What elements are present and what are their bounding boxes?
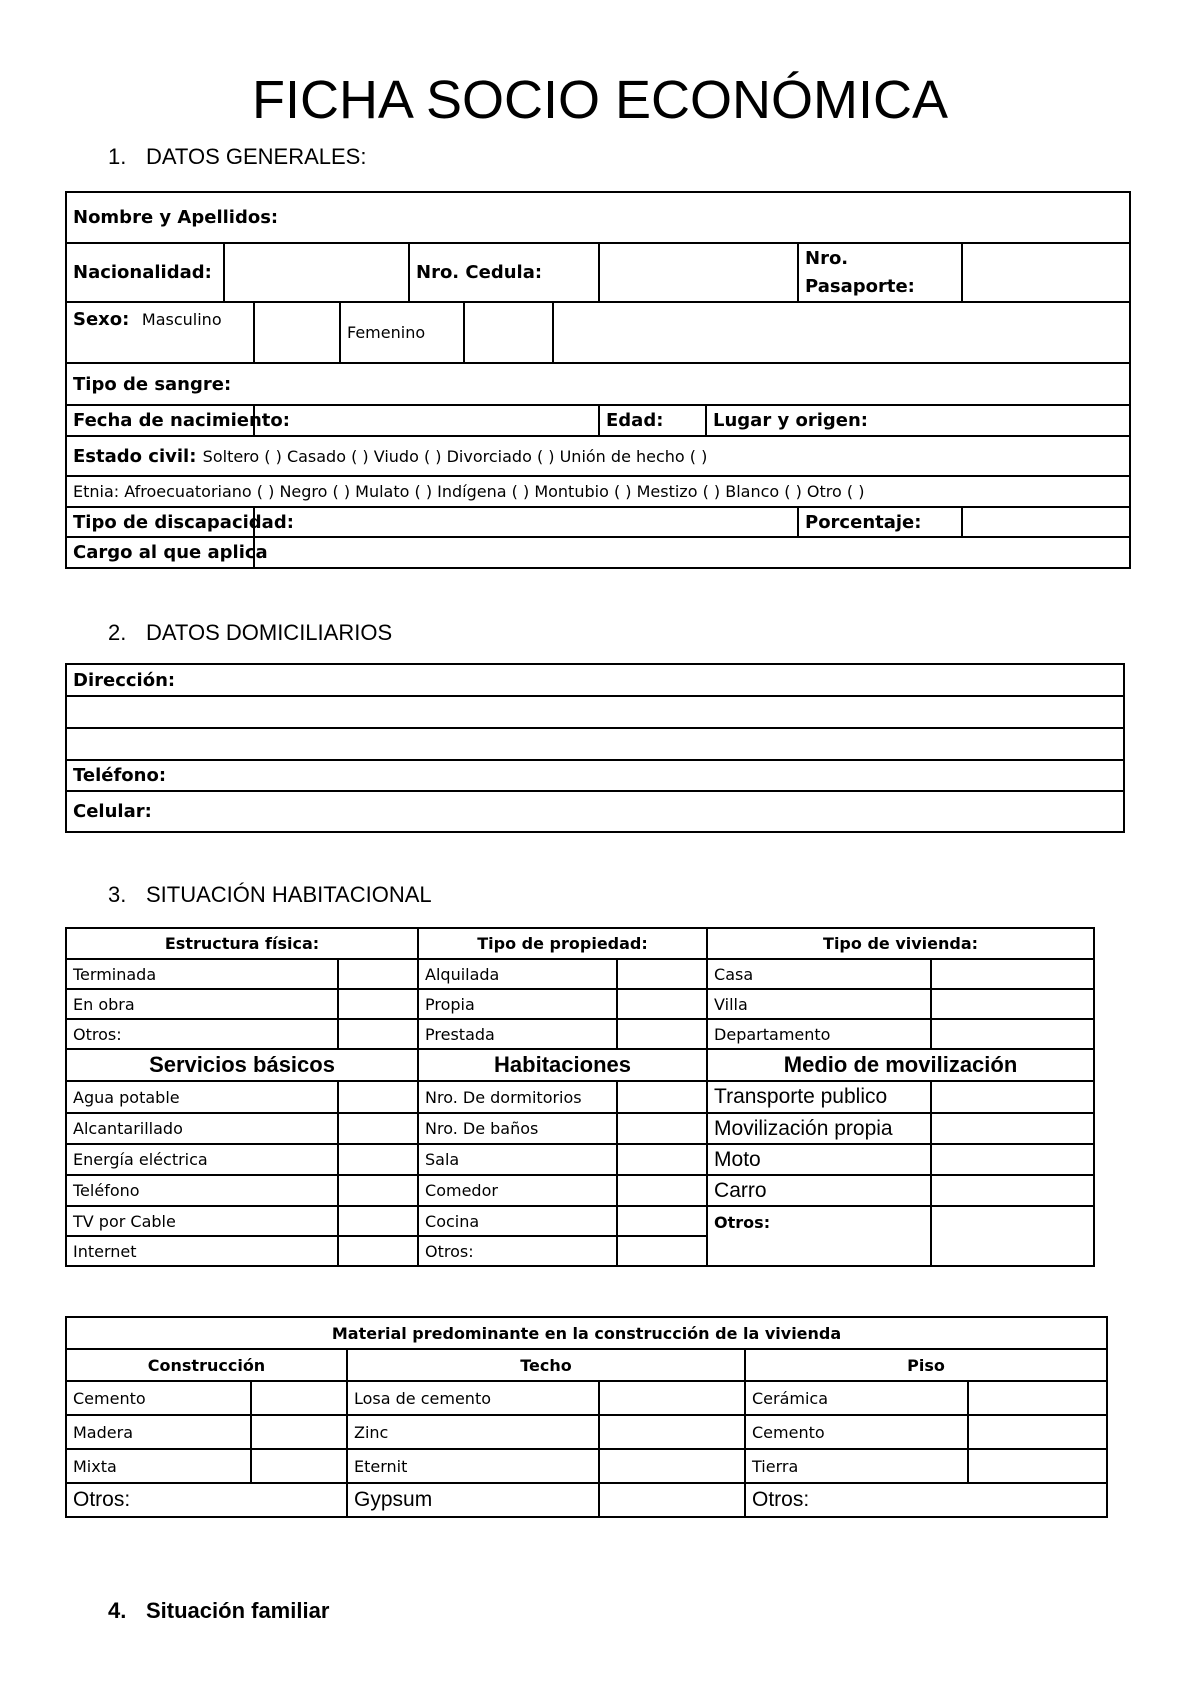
- estructura-checkbox[interactable]: [338, 959, 418, 989]
- piso-checkbox[interactable]: [968, 1415, 1107, 1449]
- sangre-label: Tipo de sangre:: [73, 373, 232, 395]
- etnia-options[interactable]: Afroecuatoriano ( ) Negro ( ) Mulato ( ) Indígena ( ) Montubio ( ) Mestizo ( ) Blanco ( ) Otro ( ): [124, 482, 865, 501]
- servicio-checkbox[interactable]: [338, 1236, 418, 1266]
- estructura-checkbox[interactable]: [338, 1019, 418, 1049]
- servicio-option: Agua potable: [66, 1081, 338, 1113]
- movilizacion-otros: Otros:: [707, 1206, 931, 1266]
- nacionalidad-input[interactable]: [224, 243, 409, 302]
- page-title: FICHA SOCIO ECONÓMICA: [251, 70, 949, 130]
- servicio-checkbox[interactable]: [338, 1206, 418, 1236]
- material-table: [65, 1316, 1108, 1518]
- construccion-checkbox[interactable]: [251, 1415, 347, 1449]
- header-construccion: Construcción: [66, 1349, 347, 1381]
- propiedad-option: Alquilada: [418, 959, 617, 989]
- habitacion-option: Nro. De baños: [418, 1113, 617, 1144]
- estructura-option: Terminada: [66, 959, 338, 989]
- movilizacion-option: Carro: [707, 1175, 931, 1206]
- movilizacion-option: Movilización propia: [707, 1113, 931, 1144]
- celular-field[interactable]: [66, 791, 1124, 832]
- section-heading-datos-generales: [108, 144, 366, 170]
- construccion-option: Madera: [66, 1415, 251, 1449]
- pasaporte-label: Nro. Pasaporte:: [798, 243, 962, 302]
- direccion-field[interactable]: [66, 664, 1124, 696]
- piso-option: Tierra: [745, 1449, 968, 1483]
- cedula-input[interactable]: [599, 243, 798, 302]
- section-label: Situación familiar: [146, 1598, 330, 1623]
- datos-domiciliarios-table: [65, 663, 1125, 833]
- section-number: 1.: [108, 144, 127, 169]
- servicio-checkbox[interactable]: [338, 1175, 418, 1206]
- section-label: SITUACIÓN HABITACIONAL: [146, 882, 432, 907]
- header-medio-movilizacion: Medio de movilización: [707, 1049, 1094, 1081]
- habitacion-input[interactable]: [617, 1236, 707, 1266]
- direccion-line-2[interactable]: [66, 696, 1124, 728]
- propiedad-option: Prestada: [418, 1019, 617, 1049]
- estado-civil-label: Estado civil:: [73, 445, 197, 467]
- nacionalidad-label: Nacionalidad:: [66, 243, 224, 302]
- porcentaje-label: Porcentaje:: [798, 507, 962, 537]
- estructura-option: En obra: [66, 989, 338, 1019]
- techo-option: Gypsum: [347, 1483, 599, 1517]
- techo-checkbox[interactable]: [599, 1449, 745, 1483]
- construccion-option: Mixta: [66, 1449, 251, 1483]
- vivienda-option: Casa: [707, 959, 931, 989]
- techo-option: Zinc: [347, 1415, 599, 1449]
- techo-checkbox[interactable]: [599, 1415, 745, 1449]
- techo-option: Losa de cemento: [347, 1381, 599, 1415]
- piso-otros[interactable]: Otros:: [745, 1483, 1107, 1517]
- section-number: 2.: [108, 620, 127, 645]
- etnia-label: Etnia:: [73, 482, 120, 501]
- section-number: 3.: [108, 882, 127, 907]
- header-tipo-propiedad: Tipo de propiedad:: [418, 928, 707, 959]
- nacimiento-label: Fecha de nacimiento:: [66, 405, 254, 436]
- servicio-checkbox[interactable]: [338, 1081, 418, 1113]
- vivienda-checkbox[interactable]: [931, 1019, 1094, 1049]
- sexo-masculino-cell: [66, 302, 254, 363]
- servicio-option: TV por Cable: [66, 1206, 338, 1236]
- lugar-label: Lugar y origen:: [713, 410, 868, 431]
- propiedad-checkbox[interactable]: [617, 989, 707, 1019]
- movilizacion-checkbox[interactable]: [931, 1175, 1094, 1206]
- techo-checkbox[interactable]: [599, 1483, 745, 1517]
- header-techo: Techo: [347, 1349, 745, 1381]
- estructura-option: Otros:: [66, 1019, 338, 1049]
- section-label: DATOS DOMICILIARIOS: [146, 620, 393, 645]
- construccion-checkbox[interactable]: [251, 1449, 347, 1483]
- situacion-habitacional-table: [65, 927, 1095, 1267]
- section-heading-situacion-habitacional: [108, 882, 432, 908]
- techo-checkbox[interactable]: [599, 1381, 745, 1415]
- movilizacion-checkbox[interactable]: [931, 1144, 1094, 1175]
- sexo-label: Sexo:: [73, 309, 130, 330]
- movilizacion-option: Transporte publico: [707, 1081, 931, 1113]
- nacimiento-input[interactable]: [254, 405, 599, 436]
- vivienda-option: Villa: [707, 989, 931, 1019]
- telefono-field[interactable]: [66, 760, 1124, 791]
- header-tipo-vivienda: Tipo de vivienda:: [707, 928, 1094, 959]
- masculino-checkbox[interactable]: [254, 302, 340, 363]
- nombre-label: Nombre y Apellidos:: [73, 207, 279, 228]
- section-number: 4.: [108, 1598, 127, 1623]
- header-estructura-fisica: Estructura física:: [66, 928, 418, 959]
- habitacion-option: Otros:: [418, 1236, 617, 1266]
- habitacion-input[interactable]: [617, 1113, 707, 1144]
- porcentaje-input[interactable]: [962, 507, 1130, 537]
- construccion-option: Cemento: [66, 1381, 251, 1415]
- servicio-option: Alcantarillado: [66, 1113, 338, 1144]
- habitacion-input[interactable]: [617, 1206, 707, 1236]
- femenino-checkbox[interactable]: [464, 302, 553, 363]
- nombre-field[interactable]: [66, 192, 1130, 243]
- header-piso: Piso: [745, 1349, 1107, 1381]
- piso-option: Cerámica: [745, 1381, 968, 1415]
- header-servicios-basicos: Servicios básicos: [66, 1049, 418, 1081]
- movilizacion-checkbox[interactable]: [931, 1113, 1094, 1144]
- datos-generales-table: [65, 191, 1131, 569]
- cedula-label: Nro. Cedula:: [409, 243, 599, 302]
- piso-option: Cemento: [745, 1415, 968, 1449]
- servicio-option: Energía eléctrica: [66, 1144, 338, 1175]
- servicio-option: Teléfono: [66, 1175, 338, 1206]
- habitacion-option: Comedor: [418, 1175, 617, 1206]
- material-title: Material predominante en la construcción de la vivienda: [66, 1317, 1107, 1349]
- propiedad-option: Propia: [418, 989, 617, 1019]
- servicio-checkbox[interactable]: [338, 1113, 418, 1144]
- habitacion-option: Nro. De dormitorios: [418, 1081, 617, 1113]
- movilizacion-otros-input[interactable]: [931, 1206, 1094, 1266]
- cargo-input[interactable]: [254, 537, 1130, 568]
- construccion-otros[interactable]: Otros:: [66, 1483, 347, 1517]
- etnia-row: [66, 476, 1130, 507]
- techo-option: Eternit: [347, 1449, 599, 1483]
- habitacion-option: Cocina: [418, 1206, 617, 1236]
- header-habitaciones: Habitaciones: [418, 1049, 707, 1081]
- pasaporte-input[interactable]: [962, 243, 1130, 302]
- vivienda-checkbox[interactable]: [931, 959, 1094, 989]
- masculino-label: Masculino: [141, 310, 222, 329]
- propiedad-checkbox[interactable]: [617, 1019, 707, 1049]
- direccion-line-3[interactable]: [66, 728, 1124, 760]
- cargo-label: Cargo al que aplica: [66, 537, 254, 568]
- estructura-checkbox[interactable]: [338, 989, 418, 1019]
- piso-checkbox[interactable]: [968, 1449, 1107, 1483]
- habitacion-option: Sala: [418, 1144, 617, 1175]
- piso-checkbox[interactable]: [968, 1381, 1107, 1415]
- vivienda-checkbox[interactable]: [931, 989, 1094, 1019]
- section-heading-datos-domiciliarios: [108, 620, 392, 646]
- discapacidad-label: Tipo de discapacidad:: [66, 507, 254, 537]
- habitacion-input[interactable]: [617, 1175, 707, 1206]
- section-heading-situacion-familiar: [108, 1598, 329, 1624]
- movilizacion-checkbox[interactable]: [931, 1081, 1094, 1113]
- construccion-checkbox[interactable]: [251, 1381, 347, 1415]
- estado-civil-options[interactable]: Soltero ( ) Casado ( ) Viudo ( ) Divorciado ( ) Unión de hecho ( ): [202, 446, 708, 466]
- section-label: DATOS GENERALES:: [146, 144, 367, 169]
- telefono-label: Teléfono:: [73, 765, 167, 786]
- estado-civil-row: [66, 436, 1130, 476]
- propiedad-checkbox[interactable]: [617, 959, 707, 989]
- habitacion-input[interactable]: [617, 1144, 707, 1175]
- discapacidad-input[interactable]: [254, 507, 798, 537]
- celular-label: Celular:: [73, 801, 152, 822]
- vivienda-option: Departamento: [707, 1019, 931, 1049]
- sexo-blank: [553, 302, 1130, 363]
- direccion-label: Dirección:: [73, 669, 176, 691]
- edad-label: Edad:: [599, 405, 706, 436]
- movilizacion-option: Moto: [707, 1144, 931, 1175]
- servicio-checkbox[interactable]: [338, 1144, 418, 1175]
- lugar-field[interactable]: [706, 405, 1130, 436]
- femenino-label: Femenino: [340, 302, 464, 363]
- servicio-option: Internet: [66, 1236, 338, 1266]
- sangre-field[interactable]: [66, 363, 1130, 405]
- habitacion-input[interactable]: [617, 1081, 707, 1113]
